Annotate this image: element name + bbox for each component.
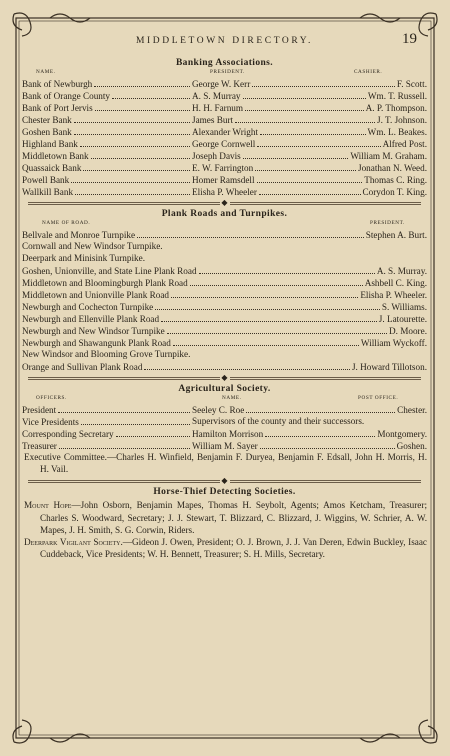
mount-hope-text: —John Osborn, Benjamin Mapes, Thomas H. Seybolt, Agents; Amos Ketcham, Treasurer; Charles S. Woodward, Secretary; J. J. Stewart, T. Blizzard, C. Blizzard, J. Wiggins, W. Schrier, A. W. Mapes, J. H. Smith, S. G. Corwin, Riders. <box>40 500 428 535</box>
bank-row <box>22 149 427 161</box>
road-value: D. Moore. <box>388 326 427 336</box>
dot-leader <box>91 149 190 159</box>
col-president: PRESIDENT. <box>370 220 405 226</box>
bank-president-text: E. W. Farrington <box>192 163 254 173</box>
mount-hope-society <box>22 499 427 536</box>
dot-leader <box>260 439 395 449</box>
dot-leader <box>257 137 380 147</box>
dot-leader <box>59 439 190 449</box>
dot-leader <box>71 173 190 183</box>
officer-title-text: Treasurer <box>22 441 57 451</box>
bank-president-text: A. S. Murray <box>192 91 241 101</box>
section-divider: ◆ <box>28 372 421 384</box>
col-cashier: CASHIER. <box>354 69 383 75</box>
dot-leader <box>116 427 190 437</box>
bank-name-text: Middletown Bank <box>22 151 89 161</box>
page-number: 19 <box>402 31 417 47</box>
road-value: William Wyckoff. <box>360 338 427 348</box>
bank-president-text: James Burt <box>192 115 234 125</box>
dot-leader <box>83 161 190 171</box>
dot-leader <box>246 403 395 413</box>
bank-name-text: Bank of Port Jervis <box>22 103 93 113</box>
bank-president-text: Homer Ramsdell <box>192 175 255 185</box>
dot-leader <box>58 403 190 413</box>
bank-row <box>22 113 427 125</box>
road-text: Orange and Sullivan Plank Road <box>22 362 143 372</box>
road-value: Stephen A. Burt. <box>365 230 427 240</box>
bank-row <box>22 137 427 149</box>
road-row <box>22 240 427 252</box>
banking-column-headers <box>22 68 427 77</box>
officer-name-value: Goshen. <box>396 441 427 451</box>
page-content <box>22 30 427 560</box>
col-president: PRESIDENT. <box>210 69 245 75</box>
officer-title-text: Corresponding Secretary <box>22 429 114 439</box>
officer-name-value: Chester. <box>397 405 427 415</box>
dot-leader <box>199 264 375 274</box>
col-road: NAME OF ROAD. <box>42 220 91 226</box>
bank-name-text: Powell Bank <box>22 175 70 185</box>
dot-leader <box>144 360 349 370</box>
officer-title-text: President <box>22 405 57 415</box>
officer-row <box>22 415 427 427</box>
dot-leader <box>243 149 349 159</box>
dot-leader <box>94 77 190 87</box>
dot-leader <box>167 324 387 334</box>
road-value: S. Williams. <box>381 302 427 312</box>
road-text: Bellvale and Monroe Turnpike <box>22 230 136 240</box>
deerpark-label: Deerpark Vigilant Society <box>24 537 121 548</box>
road-row <box>22 276 427 288</box>
bank-president-value: Alfred Post. <box>382 139 427 149</box>
officer-name-text: Supervisors of the county and their successors. <box>192 416 365 426</box>
road-row <box>22 324 427 336</box>
horse-title: Horse-Thief Detecting Societies. <box>153 487 296 498</box>
road-value: J. Howard Tillotson. <box>351 362 427 372</box>
bank-president-text: George Cornwell <box>192 139 256 149</box>
dot-leader <box>155 300 380 310</box>
dot-leader <box>161 312 377 322</box>
dot-leader <box>235 113 375 123</box>
road-row <box>22 252 427 264</box>
bank-row <box>22 89 427 101</box>
officer-row <box>22 427 427 439</box>
plank-table <box>22 228 427 372</box>
road-row <box>22 348 427 360</box>
bank-president-value: Corydon T. King. <box>362 187 427 197</box>
section-divider: ◆ <box>28 475 421 487</box>
bank-name-text: Chester Bank <box>22 115 72 125</box>
dot-leader <box>173 336 359 346</box>
bank-president-value: Jonathan N. Weed. <box>358 163 427 173</box>
agri-column-headers <box>22 394 427 403</box>
executive-committee: Executive Committee.—Charles H. Winfield, Benjamin F. Duryea, Benjamin F. Edsall, John H. Morris, H. H. Vail. <box>24 452 427 475</box>
dot-leader <box>74 125 190 135</box>
section-divider: ◆ <box>28 197 421 209</box>
plank-title: Plank Roads and Turnpikes. <box>161 209 288 219</box>
deerpark-society <box>22 536 427 560</box>
road-row <box>22 312 427 324</box>
running-title: MIDDLETOWN DIRECTORY. <box>135 36 314 46</box>
col-postoffice: POST OFFICE. <box>358 395 399 401</box>
bank-row <box>22 101 427 113</box>
officer-name-text: Seeley C. Roe <box>192 405 245 415</box>
dot-leader <box>265 427 375 437</box>
dot-leader <box>137 228 364 238</box>
bank-name-text: Wallkill Bank <box>22 187 74 197</box>
bank-president-value: William M. Graham. <box>350 151 427 161</box>
col-officers: OFFICERS. <box>36 395 67 401</box>
dot-leader <box>259 185 361 195</box>
road-row <box>22 300 427 312</box>
road-text: Goshen, Unionville, and State Line Plank Road <box>22 266 197 276</box>
dot-leader <box>260 125 365 135</box>
bank-row <box>22 77 427 89</box>
dot-leader <box>74 113 190 123</box>
plank-column-headers <box>22 219 427 228</box>
bank-president-value: Wm. T. Russell. <box>367 91 427 101</box>
road-row <box>22 336 427 348</box>
bank-president-value: J. T. Johnson. <box>377 115 427 125</box>
bank-president-text: George W. Kerr <box>192 79 251 89</box>
dot-leader <box>75 185 190 195</box>
road-row <box>22 228 427 240</box>
road-text: Cornwall and New Windsor Turnpike. <box>22 241 163 251</box>
dot-leader <box>243 89 366 99</box>
bank-president-value: Wm. L. Beakes. <box>367 127 427 137</box>
bank-row <box>22 185 427 197</box>
col-name: NAME. <box>36 69 56 75</box>
officer-row <box>22 403 427 415</box>
agri-title: Agricultural Society. <box>178 384 271 394</box>
banking-title: Banking Associations. <box>175 58 274 68</box>
dot-leader <box>190 276 363 286</box>
officer-name-text: Hamilton Morrison <box>192 429 264 439</box>
banking-table <box>22 77 427 197</box>
dot-leader <box>80 137 190 147</box>
bank-name-text: Highland Bank <box>22 139 78 149</box>
road-text: Newburgh and Ellenville Plank Road <box>22 314 160 324</box>
bank-president-value: A. P. Thompson. <box>365 103 427 113</box>
road-text: Middletown and Bloomingburgh Plank Road <box>22 278 188 288</box>
col-name: NAME. <box>222 395 242 401</box>
road-text: Deerpark and Minisink Turnpike. <box>22 253 145 263</box>
bank-row <box>22 173 427 185</box>
bank-name-text: Quassaick Bank <box>22 163 82 173</box>
road-text: Newburgh and Cochecton Turnpike <box>22 302 154 312</box>
road-text: Newburgh and Shawangunk Plank Road <box>22 338 171 348</box>
bank-name-text: Goshen Bank <box>22 127 72 137</box>
road-value: Ashbell C. King. <box>364 278 427 288</box>
dot-leader <box>252 77 395 87</box>
road-text: Newburgh and New Windsor Turnpike <box>22 326 165 336</box>
bank-president-text: H. H. Farnum <box>192 103 244 113</box>
bank-president-text: Joseph Davis <box>192 151 241 161</box>
mount-hope-label: Mount Hope <box>24 500 72 511</box>
road-row <box>22 360 427 372</box>
road-text: New Windsor and Blooming Grove Turnpike. <box>22 349 191 359</box>
dot-leader <box>255 161 356 171</box>
bank-row <box>22 125 427 137</box>
dot-leader <box>245 101 364 111</box>
bank-president-text: Elisha P. Wheeler <box>192 187 257 197</box>
dot-leader <box>95 101 190 111</box>
road-value: Elisha P. Wheeler. <box>360 290 427 300</box>
officer-name-text: William M. Sayer <box>192 441 258 451</box>
road-value: J. Latourette. <box>378 314 427 324</box>
road-text: Middletown and Unionville Plank Road <box>22 290 169 300</box>
page-header <box>22 30 427 58</box>
officer-row <box>22 439 427 451</box>
officer-name-value: Montgomery. <box>377 429 427 439</box>
bank-president-text: Alexander Wright <box>192 127 259 137</box>
bank-name-text: Bank of Orange County <box>22 91 111 101</box>
dot-leader <box>171 288 358 298</box>
dot-leader <box>112 89 190 99</box>
dot-leader <box>81 415 190 425</box>
bank-row <box>22 161 427 173</box>
bank-president-value: Thomas C. Ring. <box>364 175 427 185</box>
officer-title-text: Vice Presidents <box>22 417 79 427</box>
dot-leader <box>257 173 363 183</box>
road-row <box>22 264 427 276</box>
agri-table <box>22 403 427 451</box>
bank-president-value: F. Scott. <box>396 79 427 89</box>
bank-name-text: Bank of Newburgh <box>22 79 93 89</box>
deerpark-text: .—Gideon J. Owen, President; O. J. Brown, J. J. Van Deren, Edwin Buckley, Isaac Cuddeback, Vice Presidents; W. H. Bennett, Treasurer; S. H. Mills, Secretary. <box>40 537 428 560</box>
road-row <box>22 288 427 300</box>
road-value: A. S. Murray. <box>376 266 427 276</box>
